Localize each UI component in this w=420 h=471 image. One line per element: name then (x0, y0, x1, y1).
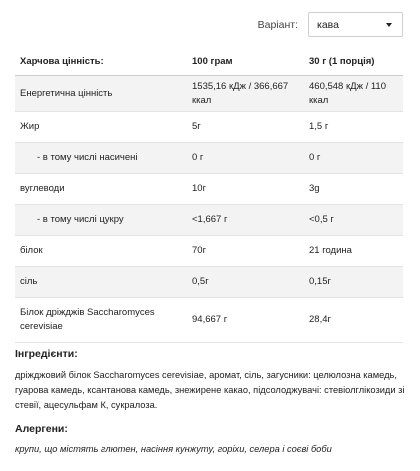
table-row (15, 76, 403, 112)
allergens-text: крупи, що містять глютен, насіння кунжуту, горіхи, селера і соєві боби (15, 444, 332, 454)
variant-selector (258, 12, 403, 37)
value-per-100g: <1,667 г (187, 205, 304, 236)
value-per-serving: 0,15г (304, 267, 403, 298)
table-header-row (15, 47, 403, 76)
value-per-serving: 21 година (304, 236, 403, 267)
value-per-100g: 10г (187, 174, 304, 205)
variant-label: Варіант: (257, 18, 298, 31)
value-per-100g: 1535,16 кДж / 366,667 ккал (187, 76, 304, 112)
value-per-serving: <0,5 г (304, 205, 403, 236)
variant-select[interactable] (308, 12, 403, 37)
chevron-down-icon (386, 23, 392, 27)
nutrient-name: білок (15, 236, 187, 267)
nutrient-name: Енергетична цінність (15, 76, 187, 112)
value-per-serving: 1,5 г (304, 112, 403, 143)
nutrient-name: Білок дріжджів Saccharomyces cerevisiae (15, 298, 187, 343)
value-per-100g: 70г (187, 236, 304, 267)
column-header-per-serving: 30 г (1 порція) (304, 47, 403, 76)
allergens-title: Алергени: (15, 423, 68, 435)
table-row (15, 298, 403, 343)
table-row (15, 112, 403, 143)
ingredients-text: дріжджовий білок Saccharomyces cerevisiae, аромат, сіль, загусники: целюлозна камедь, гуарова камедь, ксантанова камедь, знежирене какао, підсолоджувачі: стевіолглікозиди зі стевії, ацесульфам К, сукралоза. (15, 370, 405, 410)
nutrient-name: - в тому числі насичені (15, 143, 187, 174)
column-header-nutrient: Харчова цінність: (15, 47, 187, 76)
value-per-100g: 94,667 г (187, 298, 304, 343)
nutrition-table (15, 47, 403, 343)
table-row (15, 174, 403, 205)
value-per-100g: 5г (187, 112, 304, 143)
nutrient-name: Жир (15, 112, 187, 143)
nutrient-name: вуглеводи (15, 174, 187, 205)
nutrient-name: - в тому числі цукру (15, 205, 187, 236)
nutrient-name: сіль (15, 267, 187, 298)
table-row (15, 205, 403, 236)
value-per-100g: 0,5г (187, 267, 304, 298)
ingredients-title: Інгредієнти: (15, 348, 78, 360)
value-per-serving: 3g (304, 174, 403, 205)
variant-selected-value: кава (317, 18, 339, 31)
table-row (15, 267, 403, 298)
table-row (15, 236, 403, 267)
value-per-serving: 28,4г (304, 298, 403, 343)
column-header-per-100g: 100 грам (187, 47, 304, 76)
value-per-100g: 0 г (187, 143, 304, 174)
table-row (15, 143, 403, 174)
value-per-serving: 460,548 кДж / 110 ккал (304, 76, 403, 112)
value-per-serving: 0 г (304, 143, 403, 174)
